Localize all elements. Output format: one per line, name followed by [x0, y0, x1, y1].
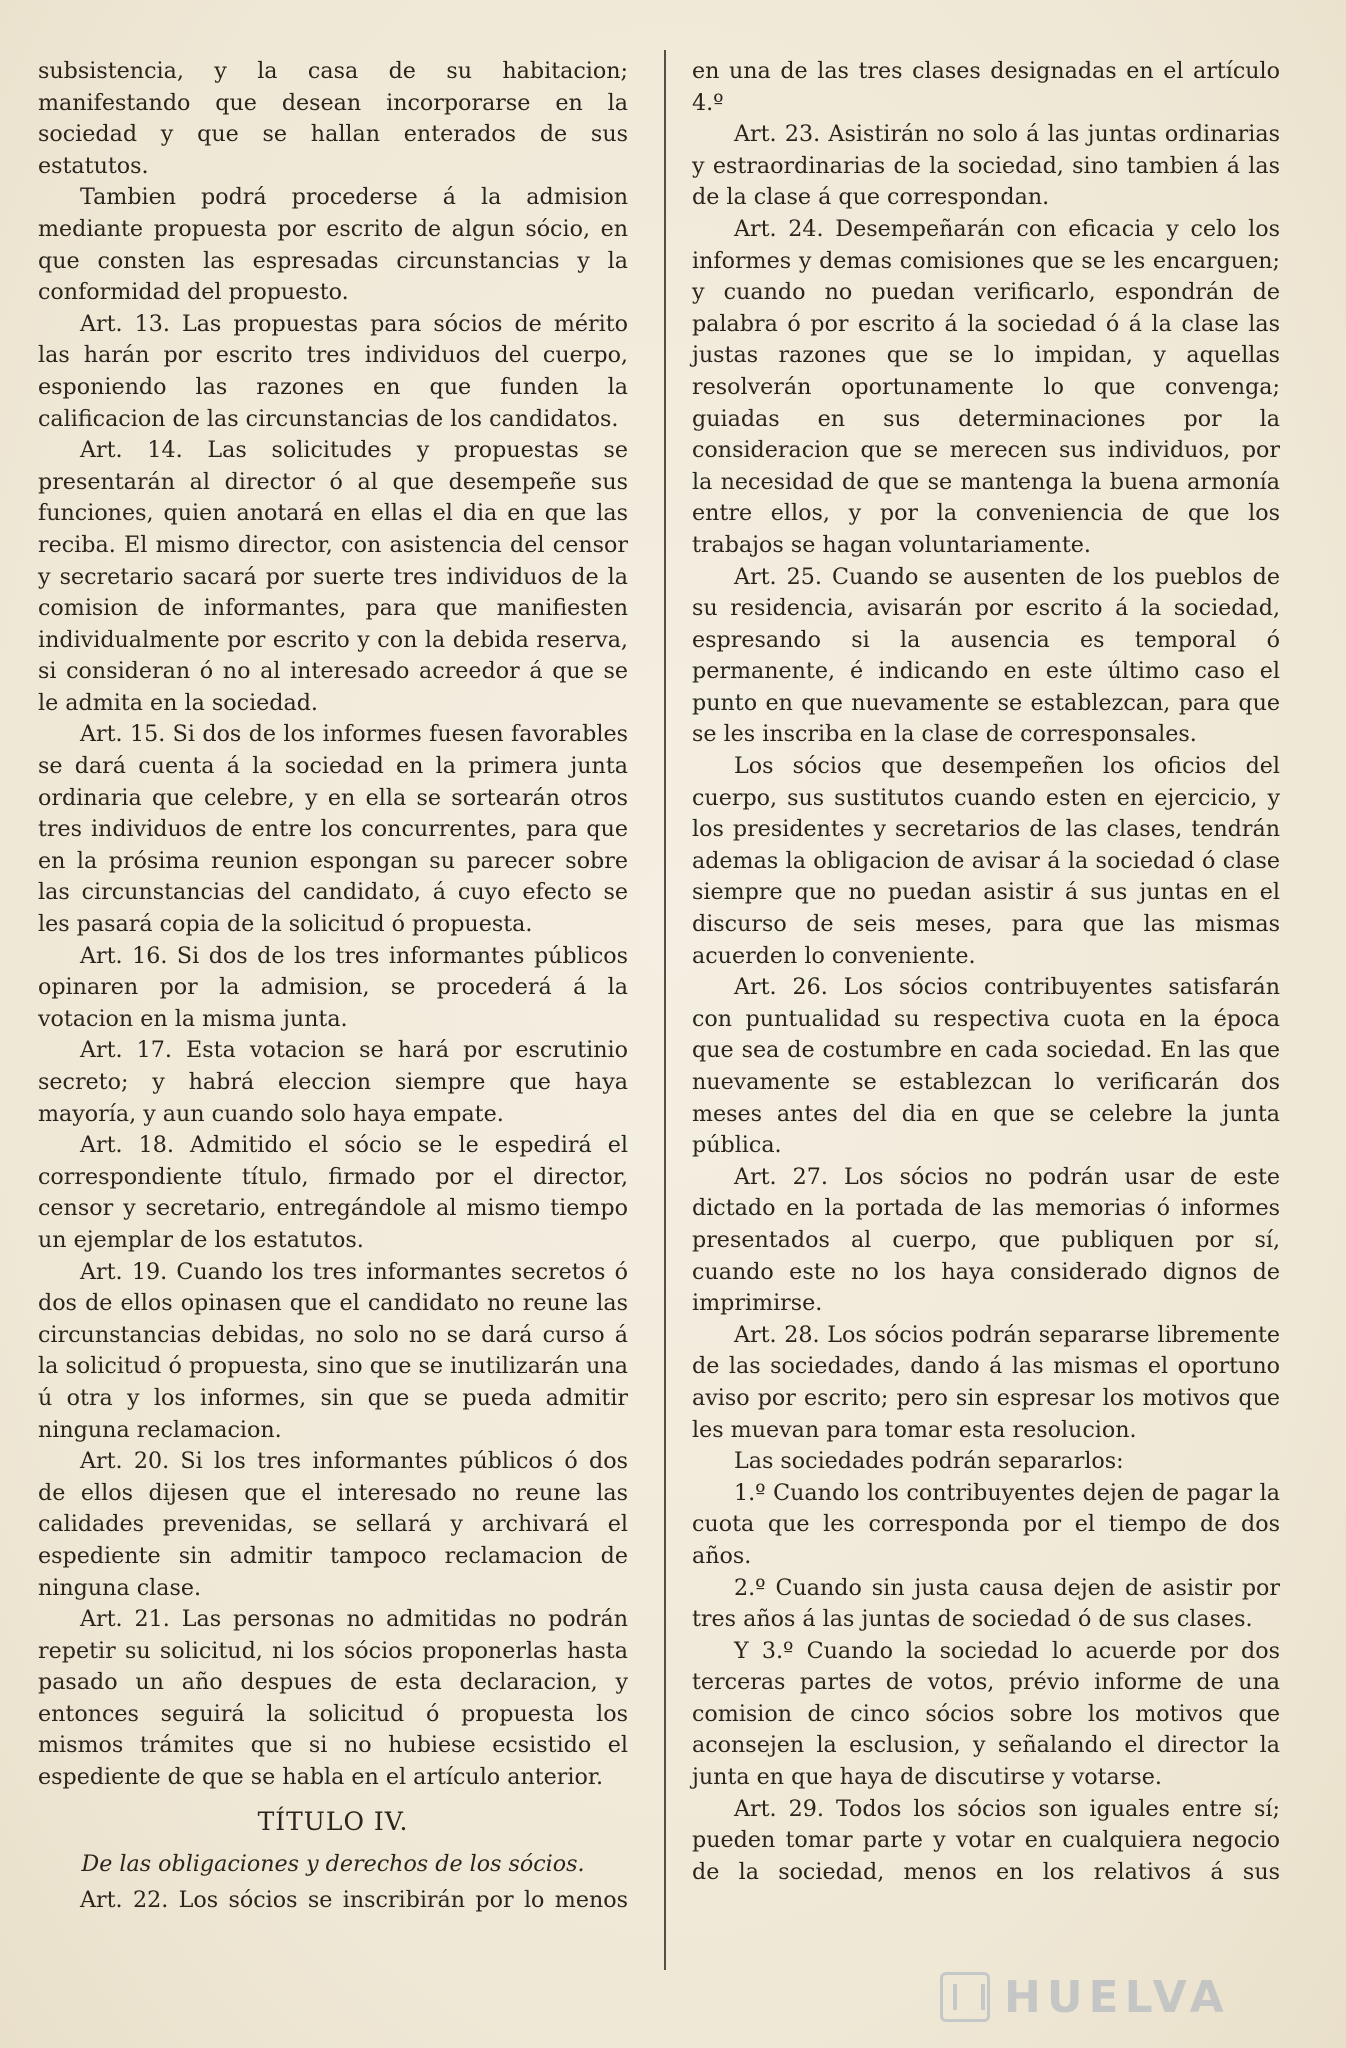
article-20: Art. 20. Si los tres informantes públicos ó dos de ellos dijesen que el interesado no reune las calidades prevenidas, se sellará y archivará el espediente sin admitir tampoco reclamacion de ninguna clase. [38, 1448, 628, 1601]
left-column [38, 56, 628, 1916]
article-21: Art. 21. Las personas no admitidas no podrán repetir su solicitud, ni los sócios proponerlas hasta pasado un año despues de esta declaracion, y entonces seguirá la solicitud ó propuesta los mismos trámites que si no hubiese ecsistido el espediente de que se habla en el artículo anterior. [38, 1606, 628, 1791]
article-16: Art. 16. Si dos de los tres informantes públicos opinaren por la admision, se procederá á la votacion en la misma junta. [38, 942, 628, 1032]
article-24: Art. 24. Desempeñarán con eficacia y celo los informes y demas comisiones que se les encarguen; y cuando no puedan verificarlo, espondrán de palabra ó por escrito á la sociedad ó á la clase las justas razones que se lo impidan, y aquellas resolverán oportunamente lo que convenga; guiadas en sus determinaciones por la consideracion que se merecen sus individuos, por la necesidad de que se mantenga la buena armonía entre ellos, y por la conveniencia de que los trabajos se hagan voluntariamente. [692, 215, 1280, 558]
watermark [940, 1968, 1280, 2026]
watermark-text: HUELVA [1004, 1972, 1230, 2023]
article-19: Art. 19. Cuando los tres informantes secretos ó dos de ellos opinasen que el candidato no reune las circunstancias debidas, no solo no se dará curso á la solicitud ó propuesta, sino que se inutilizarán una ú otra y los informes, sin que se pueda admitir ninguna reclamacion. [38, 1258, 628, 1443]
column-divider [664, 50, 666, 1970]
paragraph: Las sociedades podrán separarlos: [734, 1448, 1124, 1475]
section-subtitle: De las obligaciones y derechos de los sócios. [81, 1851, 585, 1878]
paragraph: en una de las tres clases designadas en el artículo 4.º [692, 58, 1280, 116]
article-22: Art. 22. Los sócios se inscribirán por lo menos [80, 1886, 628, 1913]
article-26: Art. 26. Los sócios contribuyentes satisfarán con puntualidad su respectiva cuota en la época que sea de costumbre en cada sociedad. En las que nuevamente se establezcan lo verificarán dos meses antes del dia en que se celebre la junta pública. [692, 974, 1280, 1159]
paragraph: Tambien podrá procederse á la admision mediante propuesta por escrito de algun sócio, en que consten las espresadas circunstancias y la conformidad del propuesto. [38, 184, 628, 306]
article-29: Art. 29. Todos los sócios son iguales entre sí; pueden tomar parte y votar en cualquiera negocio de la sociedad, menos en los relativos á sus [692, 1795, 1280, 1885]
list-item: 1.º Cuando los contribuyentes dejen de pagar la cuota que les corresponda por el tiempo de dos años. [692, 1479, 1280, 1569]
list-item: Y 3.º Cuando la sociedad lo acuerde por dos terceras partes de votos, prévio informe de una comision de cinco sócios sobre los motivos que aconsejen la esclusion, y señalando el director la junta en que haya de discutirse y votarse. [692, 1637, 1280, 1791]
article-23: Art. 23. Asistirán no solo á las juntas ordinarias y estraordinarias de la sociedad, sino tambien á las de la clase á que correspondan. [692, 121, 1280, 211]
article-28: Art. 28. Los sócios podrán separarse libremente de las sociedades, dando á las mismas el oportuno aviso por escrito; pero sin espresar los motivos que les muevan para tomar esta resolucion. [692, 1321, 1280, 1443]
library-logo-icon [940, 1972, 990, 2022]
list-item: 2.º Cuando sin justa causa dejen de asistir por tres años á las juntas de sociedad ó de sus clases. [692, 1574, 1280, 1633]
article-13: Art. 13. Las propuestas para sócios de mérito las harán por escrito tres individuos del cuerpo, esponiendo las razones en que funden la calificacion de las circunstancias de los candidatos. [38, 310, 628, 432]
article-25: Art. 25. Cuando se ausenten de los pueblos de su residencia, avisarán por escrito á la sociedad, espresando si la ausencia es temporal ó permanente, é indicando en este último caso el punto en que nuevamente se establezcan, para que se les inscriba en la clase de corresponsales. [692, 563, 1280, 748]
article-27: Art. 27. Los sócios no podrán usar de este dictado en la portada de las memorias ó informes presentados al cuerpo, que publiquen por sí, cuando este no los haya considerado dignos de imprimirse. [692, 1163, 1280, 1317]
article-15: Art. 15. Si dos de los informes fuesen favorables se dará cuenta á la sociedad en la primera junta ordinaria que celebre, y en ella se sortearán otros tres individuos de entre los concurrentes, para que en la prósima reunion espongan su parecer sobre las circunstancias del candidato, á cuyo efecto se les pasará copia de la solicitud ó propuesta. [38, 721, 628, 938]
article-14: Art. 14. Las solicitudes y propuestas se presentarán al director ó al que desempeñe sus funciones, quien anotará en ellas el dia en que las reciba. El mismo director, con asistencia del censor y secretario sacará por suerte tres individuos de la comision de informantes, para que manifiesten individualmente por escrito y con la debida reserva, si consideran ó no al interesado acreedor á que se le admita en la sociedad. [38, 437, 628, 716]
paragraph: subsistencia, y la casa de su habitacion; manifestando que desean incorporarse en la sociedad y que se hallan enterados de sus estatutos. [38, 58, 628, 179]
right-column [692, 56, 1280, 1888]
paragraph: Los sócios que desempeñen los oficios del cuerpo, sus sustitutos cuando esten en ejercicio, y los presidentes y secretarios de las clases, tendrán ademas la obligacion de avisar á la sociedad ó clase siempre que no puedan asistir á sus juntas en el discurso de seis meses, para que las mismas acuerden lo conveniente. [692, 753, 1280, 969]
article-17: Art. 17. Esta votacion se hará por escrutinio secreto; y habrá eleccion siempre que haya mayoría, y aun cuando solo haya empate. [38, 1037, 628, 1127]
article-18: Art. 18. Admitido el sócio se le espedirá el correspondiente título, firmado por el director, censor y secretario, entregándole al mismo tiempo un ejemplar de los estatutos. [38, 1132, 628, 1253]
section-title: TÍTULO IV. [257, 1806, 409, 1836]
